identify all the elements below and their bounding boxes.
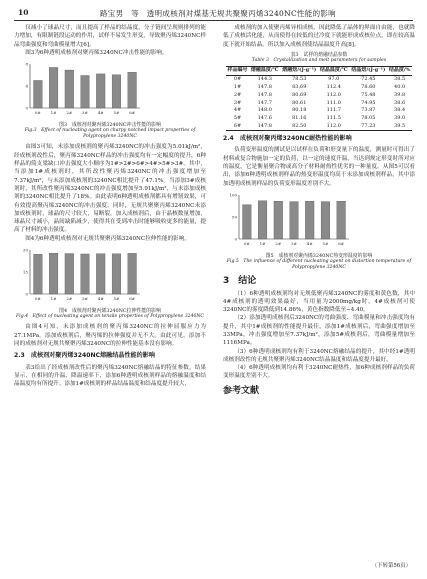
paragraph: 由图4可知，未添加成核剂的聚丙烯3240NC的拉伸屈服应力为27.1MPa。添加成核剂后，聚丙烯的拉伸强度并无不大。由此可见，添加不同的成核剂对无规共聚聚丙烯3240NC的拉伸性能基本没有影响。: [14, 324, 206, 347]
paragraph: 表3给出了经成核剂改性后的聚丙烯3240NC熔融结晶的特征参数。结果显示，在相同的升温、降温速率下，添加6种透明成核剂样品的熔融温度和结晶温度均有所提升。添加1#成核剂的样品结晶温度和结晶度提升较大，: [14, 364, 206, 388]
bar: [258, 201, 267, 239]
bar: [290, 202, 299, 239]
table-cell: 78.05: [361, 115, 376, 122]
table-row: [226, 122, 412, 130]
bar: [112, 254, 121, 294]
bar: [65, 254, 74, 294]
table-header-cell: 熔融温度/℃: [250, 67, 279, 74]
table-header-cell: 熔融焓/(J·g⁻¹): [282, 67, 317, 74]
bar: [49, 253, 58, 294]
table-cell: 3#: [233, 99, 242, 106]
table-cell: 147.6: [257, 115, 272, 122]
table-caption: 表3 试样的熔融结晶参数: [290, 51, 348, 58]
y-tick-label: 0: [25, 105, 28, 111]
table-cell: 147.7: [257, 99, 272, 106]
paragraph: 图4为6种透明成核剂对无规共聚聚丙烯3240NC拉伸性能的影响。: [25, 235, 190, 242]
page-number: 10: [18, 8, 29, 17]
table-header-cell: 结晶温度/℃: [319, 67, 348, 74]
bar: [274, 201, 283, 239]
bar: [112, 75, 121, 108]
x-tick-label: 5#: [113, 296, 120, 302]
x-tick-label: 4#: [97, 110, 104, 116]
table-cell: 112.0: [326, 122, 341, 129]
figure-caption: 图5 成核剂对聚丙烯3240NC热变形温度的影响: [265, 253, 373, 260]
table-cell: 147.8: [257, 84, 272, 91]
paragraph: 图3为6种透明成核剂对聚丙烯3240NC冲击性能的影响。: [25, 49, 168, 56]
conclusion-item: （4）6种透明成核剂均有利于3240NC耐热性，加6种成核剂样品的负荷变形温度差别不大。: [223, 365, 415, 380]
table-cell: 38.5: [394, 76, 406, 83]
bar: [65, 70, 74, 108]
bar: [321, 202, 330, 239]
figure-caption: 图4 成核剂对聚丙烯3240NC拉伸性能的影响: [59, 308, 161, 315]
figure-caption-en: Fig.5 The influence of different nucleating agent on distortion temperature of Polypropylene 3240NC: [226, 259, 412, 271]
table-cell: 83.69: [292, 84, 307, 91]
x-tick-label: 3#: [82, 110, 88, 116]
table-cell: 74.95: [361, 99, 376, 106]
right-column: [223, 24, 415, 399]
figure-caption-en: Fig.3 Effect of nucleating agent on charpy notched impact properties of Polypropylene 3240NC: [24, 128, 196, 140]
table-cell: 38.4: [394, 107, 406, 114]
section-heading: 2.3 成核剂对聚丙烯3240NC熔融结晶性能的影响: [14, 352, 155, 360]
y-tick-label: 50: [231, 214, 237, 220]
table-cell: 0#: [233, 76, 242, 83]
table-cell: 78.53: [292, 76, 307, 83]
x-tick-label: 6#: [129, 110, 136, 116]
table-cell: 97.0: [328, 76, 340, 83]
table-header-cell: 结晶焓/(J·g⁻¹): [351, 67, 386, 74]
conclusion-item: （2）添加透明成核剂后3240NC的弯曲强度、弯曲模量和冲击强度均有提升，其中1#成核剂的性能提升最佳，添加1#成核剂后，弯曲强度增加至33MPa，冲击强度增加至7.37kJ/m²，添加5#成核剂后，弯曲模量增加至1116MPa。: [223, 315, 415, 347]
bar: [305, 201, 314, 239]
x-tick-label: 4#: [306, 240, 313, 246]
y-tick-label: 8: [25, 61, 28, 67]
table-cell: 81.16: [292, 115, 307, 122]
table-row: [226, 99, 412, 107]
table-cell: 39.0: [394, 115, 406, 122]
y-tick-label: 100: [229, 192, 237, 198]
x-tick-label: 4#: [97, 296, 104, 302]
x-tick-label: 6#: [338, 240, 345, 246]
y-tick-label: 4: [25, 83, 28, 89]
bar: [81, 254, 90, 294]
table-cell: 80.69: [292, 91, 307, 98]
impact-strength-chart: [14, 60, 144, 118]
crystallization-table: [226, 66, 412, 131]
table-cell: 39.8: [394, 91, 406, 98]
bar: [96, 74, 105, 108]
bar: [81, 76, 90, 109]
tensile-strength-chart: [14, 246, 144, 304]
left-column: [14, 24, 206, 388]
continued-note: （下转第56页）: [371, 563, 411, 569]
x-tick-label: 3#: [82, 296, 88, 302]
table-cell: 111.5: [326, 115, 341, 122]
table-cell: 80.18: [292, 107, 307, 114]
table-caption-en: Table 3 Crystallization and melt parameters for samples: [251, 57, 387, 63]
references-heading: 参考文献: [223, 385, 260, 396]
x-tick-label: 0#: [34, 296, 41, 302]
x-tick-label: 5#: [322, 240, 329, 246]
table-cell: 38.6: [394, 99, 406, 106]
table-cell: 144.3: [257, 76, 272, 83]
conclusion-item: （3）6种透明成核剂均有利于3240NC熔融结晶的提升，其中经1#透明成核剂改性的无规共聚聚丙烯3240NC结晶温度和结晶度提升最好。: [223, 348, 415, 363]
bar: [34, 81, 43, 109]
bar: [337, 201, 346, 239]
x-tick-label: 5#: [113, 110, 120, 116]
table-cell: 72.45: [361, 76, 376, 83]
table-cell: 111.7: [326, 107, 341, 114]
table-row: [226, 75, 412, 83]
bar: [128, 253, 137, 294]
paragraph: 仅减小了球晶尺寸，而且提高了样品的结晶度，分子链间呈现则排列的能力增加，有限制链段运动的作用，试样不易发生形变，导致聚丙烯3240NC样品弯曲强度和弯曲模量增大[6]。: [14, 25, 206, 48]
table-cell: 1#: [233, 84, 242, 91]
header-rule: [14, 20, 413, 21]
table-row: [226, 107, 412, 115]
section-heading: 2.4 成核剂对聚丙烯3240NC耐热性能的影响: [223, 135, 352, 143]
table-header-cell: 结晶度/%: [388, 67, 411, 74]
table-cell: 112.0: [326, 91, 341, 98]
table-row: [226, 83, 412, 91]
table-cell: 75.48: [361, 91, 376, 98]
table-row: [226, 91, 412, 99]
table-cell: 112.4: [326, 84, 341, 91]
table-cell: 39.5: [394, 122, 406, 129]
x-tick-label: 1#: [50, 296, 57, 302]
running-title: 路宝男 等 透明成核剂对煤基无规共聚聚丙烯3240NC性能的影响: [100, 9, 336, 18]
bar: [128, 72, 137, 108]
table-cell: 4#: [233, 107, 242, 114]
table-cell: 73.87: [361, 107, 376, 114]
table-cell: 147.8: [257, 91, 272, 98]
table-cell: 78.60: [361, 84, 376, 91]
x-tick-label: 6#: [129, 296, 136, 302]
conclusion-heading: 3 结论: [223, 276, 257, 287]
table-cell: 80.61: [292, 99, 307, 106]
x-tick-label: 1#: [259, 240, 266, 246]
x-tick-label: 0#: [243, 240, 250, 246]
table-cell: 77.23: [361, 122, 376, 129]
table-cell: 147.8: [257, 122, 272, 129]
table-cell: 2#: [233, 91, 242, 98]
x-tick-label: 0#: [34, 110, 41, 116]
table-cell: 6#: [233, 122, 242, 129]
table-cell: 40.0: [394, 84, 406, 91]
x-tick-label: 2#: [66, 296, 73, 302]
bar: [243, 205, 252, 239]
table-cell: 5#: [233, 115, 242, 122]
table-cell: 148.0: [257, 107, 272, 114]
figure-caption-en: Fig.4 Effect of nucleating agent on tensile properties of Polypropylene 3240NC: [16, 314, 204, 320]
paragraph: 成核剂的加入使聚丙烯异相成核，因此降低了晶体的界面自由能，也就降低了成核活化能，从而使得在较低的过冷度下就能形成成核位点，即在较高温度下就开始结晶，所以加入成核剂使结晶温度升高[8]。: [223, 25, 415, 48]
table-cell: 82.50: [292, 122, 307, 129]
heat-distortion-chart: [223, 191, 353, 249]
y-tick-label: 0: [25, 291, 28, 297]
paragraph: 负荷变形温度的测试是以试样在负荷和形变量下的温度，测量时可得出了材料或复合物施加一定的负荷，以一定的速度升温，当达到规定形变时所对应的温度，它是衡量聚合物或高分子材料耐热性优劣的一种量度。从图5可以看出，添加6种透明成核剂样品的热变形温度均高于未添加成核剂样品，其中添加透明成核剂样品的负荷变形温度差别不大。: [223, 147, 415, 187]
y-tick-label: 0: [234, 236, 237, 242]
x-tick-label: 2#: [275, 240, 282, 246]
y-tick-label: 30: [22, 247, 28, 253]
y-tick-label: 15: [22, 269, 28, 275]
bar: [49, 68, 58, 109]
table-row: [226, 115, 412, 123]
paragraph: 由图3可知，未添加成核剂的聚丙烯3240NC的冲击强度为5.01kJ/m²，经成核剂改性后，聚丙烯3240NC样品的冲击强度均有一定幅度的提升，6种样品的简支梁缺口冲击强度大小顺序为1#>2#>6#>4#>5#>3#。其中，当添加1#成核剂时，其所改性聚丙烯3240NC的冲击强度增加至7.37kJ/m²，与未添加成核剂的3240NC相比提升了47.1%。当添加3#成核剂时，其所改性聚丙烯3240NC的冲击强度增加至5.91kJ/m²，与未添加成核剂的3240NC相比提升了18%。由此表明6种透明成核剂都具有增韧效果，可有效提高聚丙烯3240NC的冲击强度。同时，无规共聚聚丙烯3240NC未添加成核剂时，球晶的尺寸较大，易断裂，加入成核剂后，由于晶核数量增加，球晶尺寸减小，晶间缺陷减少，使得其在受到冲击时能够吸收更多的能量，提高了材料的冲击强度。: [14, 144, 206, 234]
x-tick-label: 2#: [66, 110, 73, 116]
conclusion-item: （1）6种透明成核剂均对无规低聚丙烯3240NC的雾度和黄色数，其中4#成核剂的透明效果最好，当用量为2000mg/kg时，4#成核剂可使3240NC的雾度降低到14.86%，黄色指数降低至−4.40。: [223, 290, 415, 314]
running-header: [14, 6, 413, 19]
bar: [96, 254, 105, 294]
bar: [34, 254, 43, 294]
table-header-cell: 样品编号: [227, 67, 248, 74]
figure-caption: 图3 成核剂对聚丙烯3240NC冲击性能的影响: [59, 122, 161, 129]
x-tick-label: 3#: [291, 240, 297, 246]
x-tick-label: 1#: [50, 110, 57, 116]
table-cell: 111.0: [326, 99, 341, 106]
